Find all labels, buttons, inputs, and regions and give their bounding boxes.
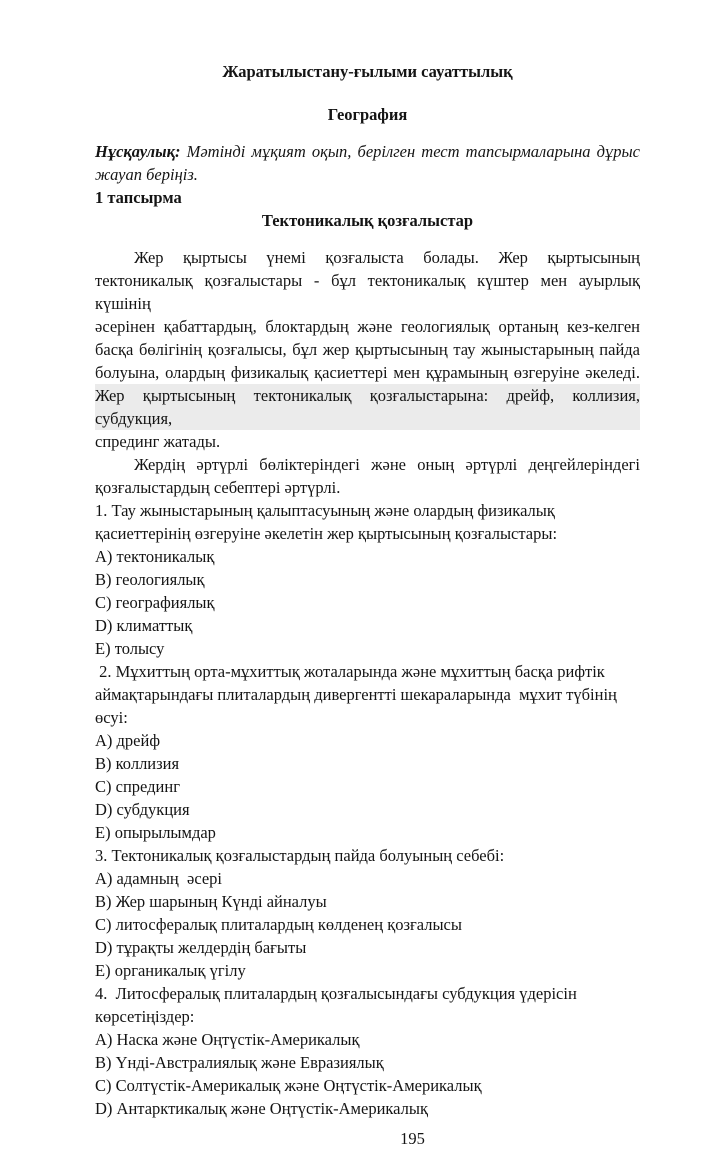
intro-p1-line-3: әсерінен қабаттардың, блоктардың және геологиялық ортаның кез-келген: [95, 317, 640, 336]
question-4-option-b: B) Үнді-Австралиялық және Евразиялық: [95, 1053, 384, 1072]
question-4-line-2: көрсетіңіздер:: [95, 1007, 195, 1026]
question-2-option-b: B) коллизия: [95, 754, 180, 773]
instruction-line-2: жауап беріңіз.: [95, 165, 198, 184]
question-1-line-2: қасиеттерінің өзгеруіне әкелетін жер қыртысының қозғалыстары:: [95, 524, 558, 543]
intro-p2-line-1: Жердің әртүрлі бөліктеріндегі және оның әртүрлі деңгейлеріндегі: [134, 455, 640, 474]
intro-p1-line-5: болуына, олардың физикалық қасиеттері мен құрамының өзгеруіне әкеледі.: [95, 363, 640, 382]
intro-p1-line-6-highlighted: Жер қыртысының тектоникалық қозғалыстарына: дрейф, коллизия, субдукция,: [95, 386, 640, 428]
section-title: Тектоникалық қозғалыстар: [261, 211, 474, 230]
question-2-option-d: D) субдукция: [95, 800, 190, 819]
task-label: 1 тапсырма: [95, 188, 182, 207]
question-2-line-2: аймақтарындағы плиталардың дивергентті шекараларында мұхит түбінің өсуі:: [95, 685, 621, 727]
intro-p2-line-2: қозғалыстардың себептері әртүрлі.: [95, 478, 341, 497]
instruction-text: Мәтінді мұқият оқып, берілген тест тапсырмаларына дұрыс: [186, 142, 640, 161]
question-3-option-a: A) адамның әсері: [95, 869, 223, 888]
question-2-option-a: A) дрейф: [95, 731, 161, 750]
question-3-option-d: D) тұрақты желдердің бағыты: [95, 938, 307, 957]
question-4-option-c: C) Солтүстік-Америкалық және Оңтүстік-Америкалық: [95, 1076, 482, 1095]
question-1-option-b: B) геологиялық: [95, 570, 205, 589]
question-3-option-c: C) литосфералық плиталардың көлденең қозғалысы: [95, 915, 462, 934]
question-1-option-c: C) географиялық: [95, 593, 215, 612]
question-1-line-1: 1. Тау жыныстарының қалыптасуының және олардың физикалық: [95, 501, 555, 520]
question-2-line-1: 2. Мұхиттың орта-мұхиттық жоталарында және мұхиттың басқа рифтік: [95, 662, 605, 681]
intro-p1-line-4: басқа бөлігінің қозғалысы, бұл жер қыртысының тау жыныстарының пайда: [95, 340, 640, 359]
intro-p1-line-7: спрединг жатады.: [95, 432, 221, 451]
page-number: 195: [400, 1129, 425, 1148]
question-1-option-a: A) тектоникалық: [95, 547, 215, 566]
intro-p1-line-2: тектоникалық қозғалыстары - бұл тектоникалық күштер мен ауырлық күшінің: [95, 271, 640, 313]
page-title: Жаратылыстану-ғылыми сауаттылық: [222, 62, 513, 81]
question-1-option-e: E) толысу: [95, 639, 165, 658]
question-2-option-e: E) опырылымдар: [95, 823, 216, 842]
instruction-label: Нұсқаулық:: [95, 142, 181, 161]
question-1-option-d: D) климаттық: [95, 616, 193, 635]
subject-heading: География: [327, 105, 408, 124]
question-4-option-a: A) Наска және Оңтүстік-Америкалық: [95, 1030, 360, 1049]
question-3-option-b: B) Жер шарының Күнді айналуы: [95, 892, 327, 911]
question-3-line-1: 3. Тектоникалық қозғалыстардың пайда болуының себебі:: [95, 846, 505, 865]
spacer: [95, 232, 640, 246]
question-4-line-1: 4. Литосфералық плиталардың қозғалысындағы субдукция үдерісін: [95, 984, 577, 1003]
instruction-line-1: [95, 140, 640, 163]
question-4-option-d: D) Антарктикалық және Оңтүстік-Америкалық: [95, 1099, 428, 1118]
question-2-option-c: C) спрединг: [95, 777, 180, 796]
intro-p1-line-1: Жер қыртысы үнемі қозғалыста болады. Жер қыртысының: [134, 248, 640, 267]
question-3-option-e: E) органикалық үгілу: [95, 961, 246, 980]
